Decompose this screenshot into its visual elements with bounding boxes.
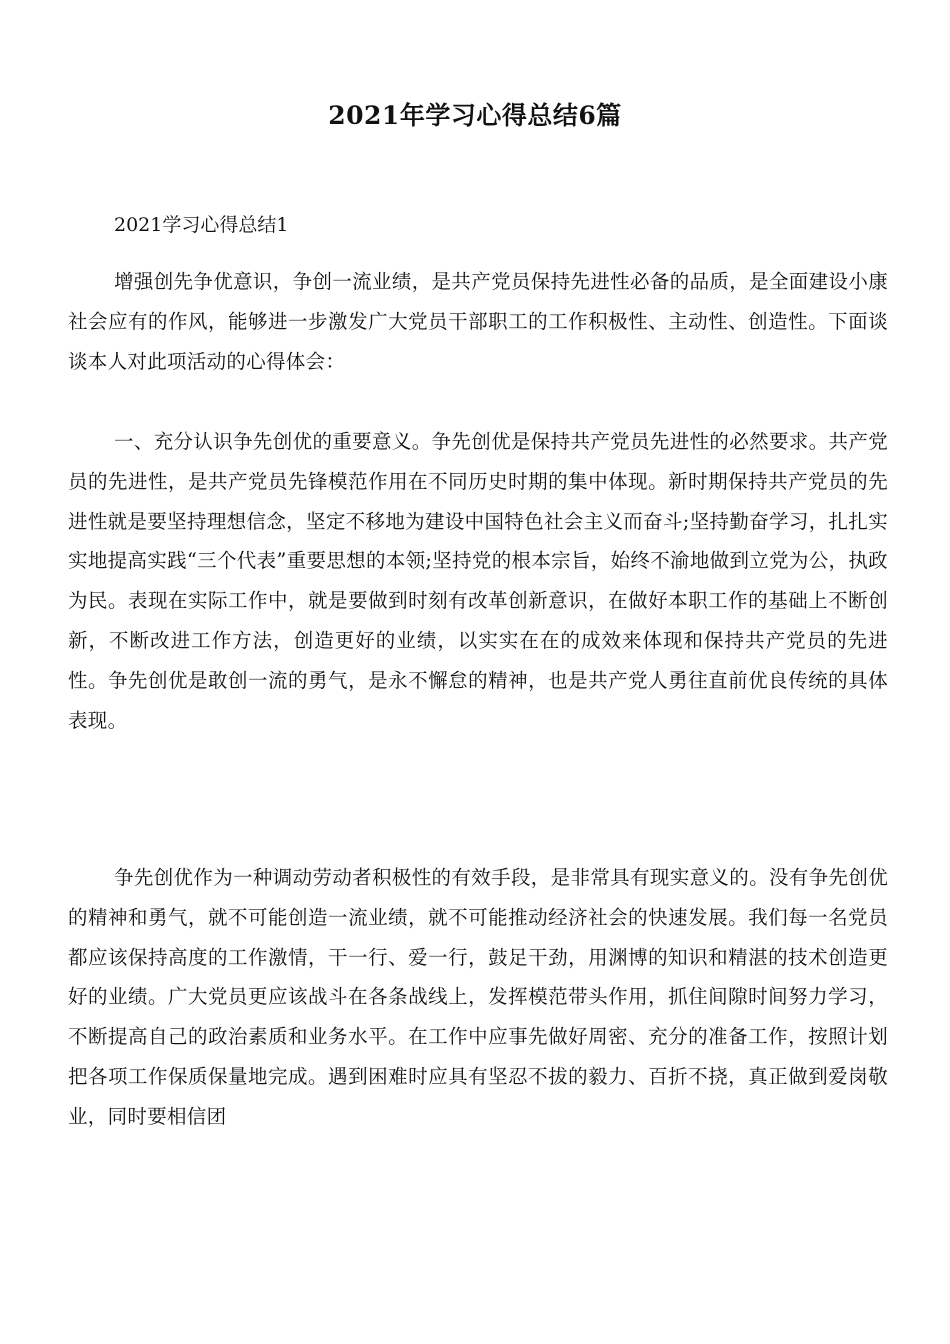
document-title: 2021年学习心得总结6篇 [328,101,622,130]
paragraph-2: 一、充分认识争先创优的重要意义。争先创优是保持共产党员先进性的必然要求。共产党员的先进性，是共产党员先锋模范作用在不同历史时期的集中体现。新时期保持共产党员的先进性就是要坚持理想信念，坚定不移地为建设中国特色社会主义而奋斗;坚持勤奋学习，扎扎实实地提高实践“三个代表”重要思想的本领;坚持党的根本宗旨，始终不渝地做到立党为公，执政为民。表现在实际工作中，就是要做到时刻有改革创新意识，在做好本职工作的基础上不断创新，不断改进工作方法，创造更好的业绩，以实实在在的成效来体现和保持共产党员的先进性。争先创优是敢创一流的勇气，是永不懈怠的精神，也是共产党人勇往直前优良传统的具体表现。 [68,430,888,732]
paragraph-1: 增强创先争优意识，争创一流业绩，是共产党员保持先进性必备的品质，是全面建设小康社会应有的作风，能够进一步激发广大党员干部职工的工作积极性、主动性、创造性。下面谈谈本人对此项活动的心得体会： [68,270,888,373]
paragraph-3: 争先创优作为一种调动劳动者积极性的有效手段，是非常具有现实意义的。没有争先创优的精神和勇气，就不可能创造一流业绩，就不可能推动经济社会的快速发展。我们每一名党员都应该保持高度的工作激情，干一行、爱一行，鼓足干劲，用渊博的知识和精湛的技术创造更好的业绩。广大党员更应该战斗在各条战线上，发挥模范带头作用，抓住间隙时间努力学习，不断提高自己的政治素质和业务水平。在工作中应事先做好周密、充分的准备工作，按照计划把各项工作保质保量地完成。遇到困难时应具有坚忍不拔的毅力、百折不挠，真正做到爱岗敬业，同时要相信团 [68,866,888,1128]
section-heading: 2021学习心得总结1 [114,214,289,236]
